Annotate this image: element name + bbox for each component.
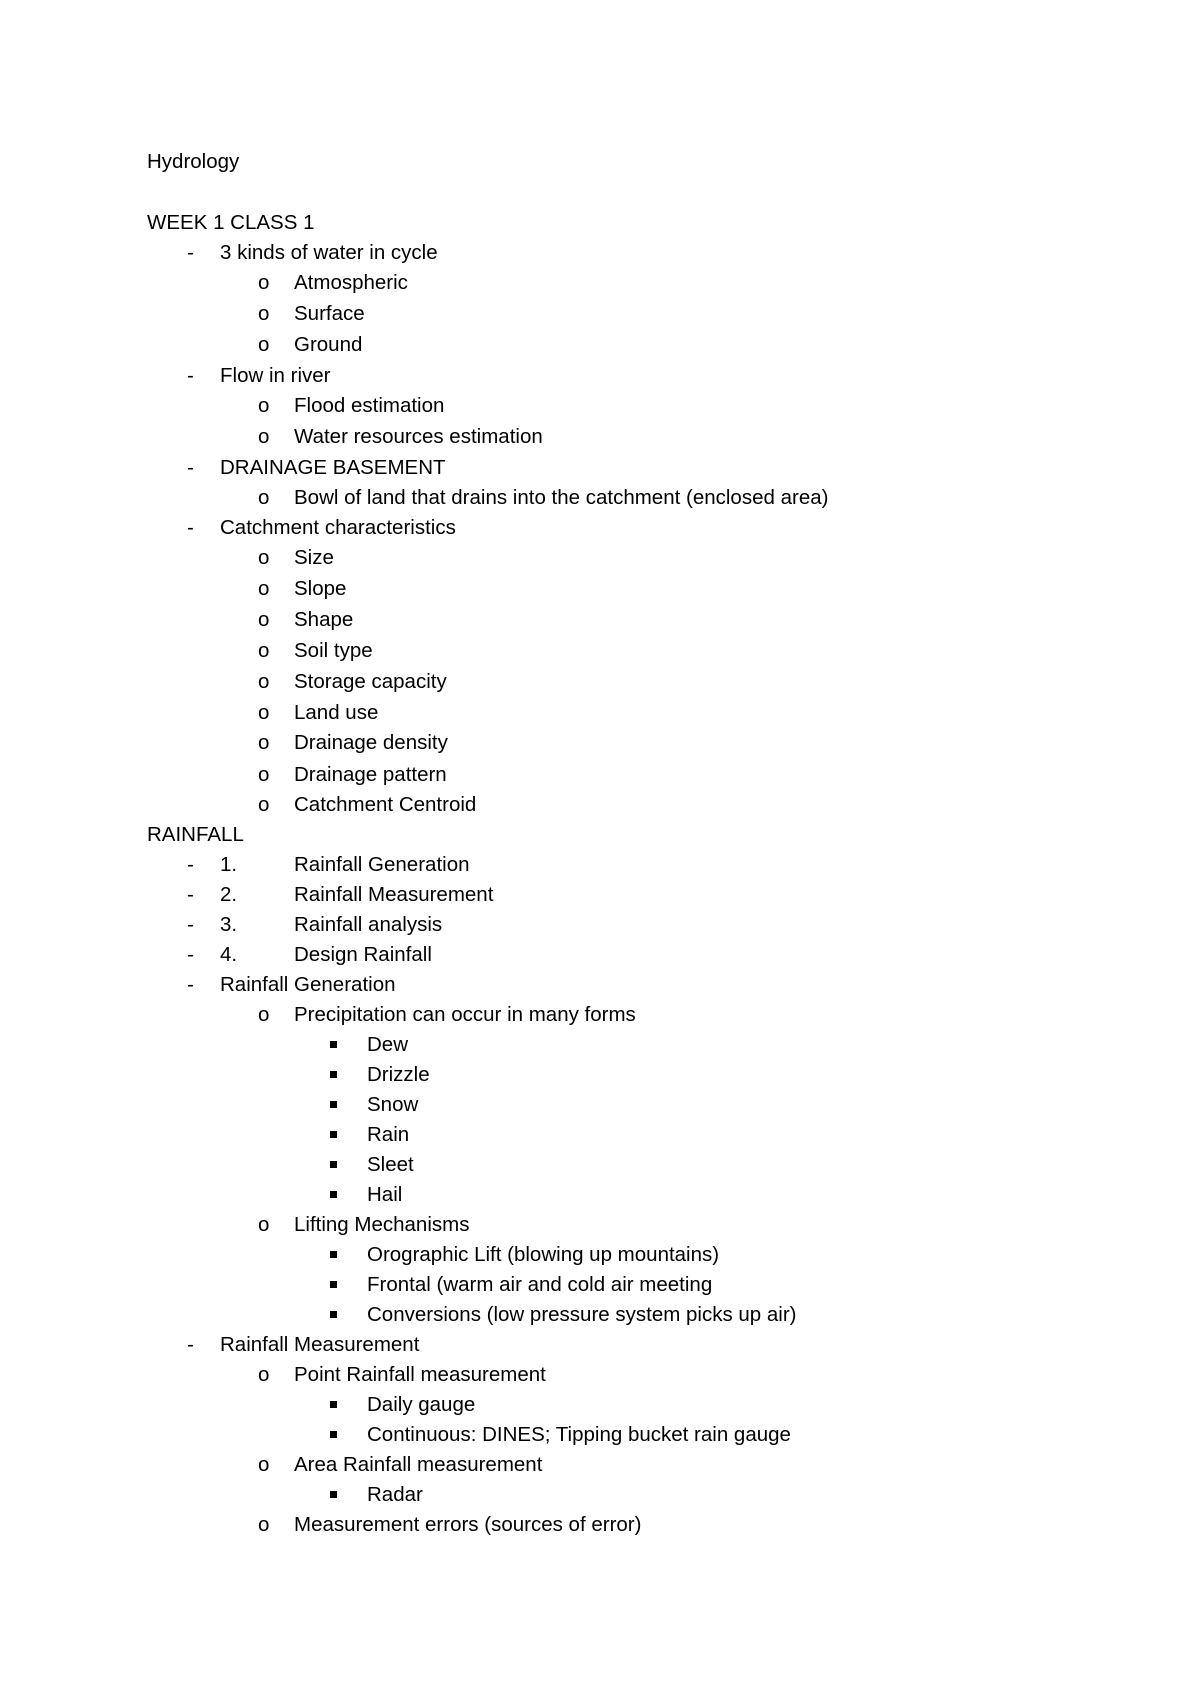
list-item: Storage capacity: [294, 670, 447, 693]
square-bullet-icon: [330, 1071, 337, 1078]
list-item: Catchment Centroid: [294, 793, 477, 816]
square-bullet-icon: [330, 1191, 337, 1198]
list-number: 2.: [220, 883, 238, 906]
circle-bullet: o: [258, 1453, 270, 1476]
square-bullet-icon: [330, 1101, 337, 1108]
dash-bullet: -: [187, 973, 194, 996]
list-item: Surface: [294, 302, 365, 325]
list-item: Shape: [294, 608, 354, 631]
list-item: DRAINAGE BASEMENT: [220, 456, 446, 479]
circle-bullet: o: [258, 333, 270, 356]
list-item: Dew: [367, 1033, 409, 1056]
circle-bullet: o: [258, 608, 270, 631]
list-item: Flood estimation: [294, 394, 445, 417]
document-title: Hydrology: [147, 150, 240, 173]
circle-bullet: o: [258, 670, 270, 693]
list-item: Rainfall Generation: [294, 853, 470, 876]
dash-bullet: -: [187, 364, 194, 387]
list-number: 4.: [220, 943, 238, 966]
circle-bullet: o: [258, 1513, 270, 1536]
week-heading: WEEK 1 CLASS 1: [147, 211, 315, 234]
dash-bullet: -: [187, 883, 194, 906]
circle-bullet: o: [258, 486, 270, 509]
square-bullet-icon: [330, 1491, 337, 1498]
list-item: Hail: [367, 1183, 403, 1206]
list-item: Catchment characteristics: [220, 516, 456, 539]
circle-bullet: o: [258, 731, 270, 754]
circle-bullet: o: [258, 793, 270, 816]
dash-bullet: -: [187, 913, 194, 936]
list-item: Land use: [294, 701, 379, 724]
list-item: Sleet: [367, 1153, 414, 1176]
list-item: Ground: [294, 333, 363, 356]
list-item: Rain: [367, 1123, 410, 1146]
circle-bullet: o: [258, 1213, 270, 1236]
dash-bullet: -: [187, 241, 194, 264]
square-bullet-icon: [330, 1431, 337, 1438]
list-item: Bowl of land that drains into the catchment (enclosed area): [294, 486, 829, 509]
list-item: Frontal (warm air and cold air meeting: [367, 1273, 713, 1296]
list-item: Measurement errors (sources of error): [294, 1513, 642, 1536]
list-item: Orographic Lift (blowing up mountains): [367, 1243, 720, 1266]
list-item: Precipitation can occur in many forms: [294, 1003, 636, 1026]
list-item: Drainage pattern: [294, 763, 447, 786]
circle-bullet: o: [258, 546, 270, 569]
list-number: 3.: [220, 913, 238, 936]
list-item: Snow: [367, 1093, 419, 1116]
circle-bullet: o: [258, 577, 270, 600]
list-item: Size: [294, 546, 334, 569]
circle-bullet: o: [258, 425, 270, 448]
circle-bullet: o: [258, 1363, 270, 1386]
list-item: Lifting Mechanisms: [294, 1213, 470, 1236]
dash-bullet: -: [187, 1333, 194, 1356]
list-item: Radar: [367, 1483, 423, 1506]
circle-bullet: o: [258, 763, 270, 786]
list-item: Drainage density: [294, 731, 448, 754]
list-item: Point Rainfall measurement: [294, 1363, 546, 1386]
list-item: Design Rainfall: [294, 943, 432, 966]
list-item: Rainfall Measurement: [294, 883, 494, 906]
circle-bullet: o: [258, 639, 270, 662]
circle-bullet: o: [258, 701, 270, 724]
circle-bullet: o: [258, 302, 270, 325]
dash-bullet: -: [187, 456, 194, 479]
square-bullet-icon: [330, 1131, 337, 1138]
list-number: 1.: [220, 853, 238, 876]
square-bullet-icon: [330, 1041, 337, 1048]
list-item: Slope: [294, 577, 347, 600]
list-item: Soil type: [294, 639, 373, 662]
circle-bullet: o: [258, 1003, 270, 1026]
square-bullet-icon: [330, 1161, 337, 1168]
dash-bullet: -: [187, 516, 194, 539]
square-bullet-icon: [330, 1401, 337, 1408]
list-item: Daily gauge: [367, 1393, 476, 1416]
list-item: Atmospheric: [294, 271, 408, 294]
list-item: Continuous: DINES; Tipping bucket rain gauge: [367, 1423, 791, 1446]
circle-bullet: o: [258, 271, 270, 294]
list-item: Rainfall Generation: [220, 973, 396, 996]
list-item: Drizzle: [367, 1063, 430, 1086]
list-item: Rainfall analysis: [294, 913, 443, 936]
square-bullet-icon: [330, 1281, 337, 1288]
section-heading-rainfall: RAINFALL: [147, 823, 244, 846]
list-item: 3 kinds of water in cycle: [220, 241, 438, 264]
square-bullet-icon: [330, 1311, 337, 1318]
list-item: Water resources estimation: [294, 425, 543, 448]
square-bullet-icon: [330, 1251, 337, 1258]
circle-bullet: o: [258, 394, 270, 417]
dash-bullet: -: [187, 853, 194, 876]
list-item: Flow in river: [220, 364, 331, 387]
dash-bullet: -: [187, 943, 194, 966]
list-item: Rainfall Measurement: [220, 1333, 420, 1356]
list-item: Area Rainfall measurement: [294, 1453, 543, 1476]
list-item: Conversions (low pressure system picks up air): [367, 1303, 797, 1326]
